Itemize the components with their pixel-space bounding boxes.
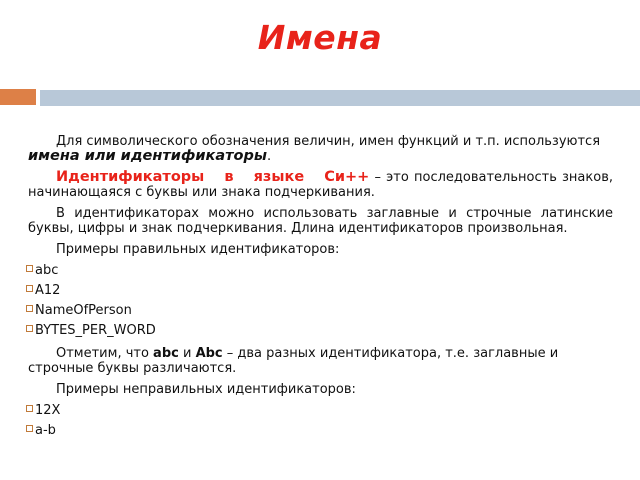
paragraph-text: – это последовательность знаков, начинающаяся с буквы или знака подчеркивания. xyxy=(28,170,613,200)
list-item-text: abc xyxy=(35,263,59,278)
list-item-text: a-b xyxy=(35,423,56,438)
bullet-icon xyxy=(26,425,33,432)
list-item xyxy=(28,323,613,338)
accent-bar-orange xyxy=(0,89,36,105)
list-item-text: A12 xyxy=(35,283,61,298)
paragraph-text: и xyxy=(178,346,196,361)
paragraph-invalid-heading: Примеры неправильных идентификаторов: xyxy=(56,382,356,397)
list-item xyxy=(28,303,613,318)
paragraph-text: – два разных идентификатора, т.е. заглавные и строчные буквы различаются. xyxy=(28,346,559,376)
slide-content xyxy=(28,134,613,446)
list-item xyxy=(28,263,613,278)
bullet-icon xyxy=(26,285,33,292)
bullet-icon xyxy=(26,305,33,312)
bullet-icon xyxy=(26,265,33,272)
list-item xyxy=(28,423,613,438)
paragraph-identifiers-definition xyxy=(28,170,613,200)
code-Abc: Abc xyxy=(195,346,223,361)
emphasis-text: имена или идентификаторы xyxy=(28,148,268,164)
bullet-icon xyxy=(26,325,33,332)
invalid-examples-list xyxy=(28,403,613,438)
paragraph-text: Для символического обозначения величин, имен функций и т.п. используются xyxy=(56,134,601,149)
list-item xyxy=(28,403,613,418)
list-item-text: NameOfPerson xyxy=(35,303,132,318)
bullet-icon xyxy=(26,405,33,412)
paragraph-valid-heading: Примеры правильных идентификаторов: xyxy=(56,242,340,257)
paragraph-names xyxy=(28,134,613,164)
paragraph-allowed-chars: В идентификаторах можно использовать заглавные и строчные латинские буквы, цифры и знак подчеркивания. Длина идентификаторов произвольная. xyxy=(28,206,613,236)
highlight-text: Идентификаторы в языке Си++ xyxy=(56,169,370,185)
code-abc: abc xyxy=(153,346,179,361)
slide-title: Имена xyxy=(257,18,383,57)
paragraph-text-end: . xyxy=(267,149,272,164)
paragraph-text: Отметим, что xyxy=(56,346,154,361)
valid-examples-list xyxy=(28,263,613,338)
list-item xyxy=(28,283,613,298)
list-item-text: 12X xyxy=(35,403,61,418)
paragraph-case-sensitivity xyxy=(28,346,613,376)
list-item-text: BYTES_PER_WORD xyxy=(35,323,156,338)
accent-bar-blue xyxy=(40,89,640,107)
